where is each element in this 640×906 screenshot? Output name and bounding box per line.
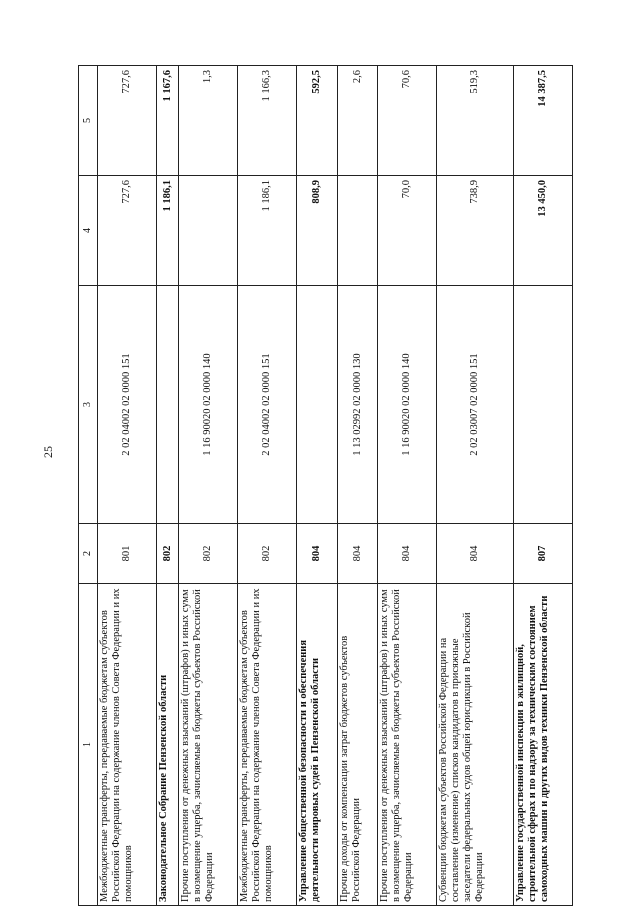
row-admin-code-cell: 804 <box>437 524 514 584</box>
table-row <box>238 66 297 906</box>
column-header: 2 <box>79 524 98 584</box>
row-plan-value-cell: 738,9 <box>437 176 514 286</box>
row-plan-value-cell: 1 186,1 <box>156 176 179 286</box>
row-name-cell: Управление общественной безопасности и обеспечения деятельности мировых судей в Пензенской области <box>297 584 338 906</box>
row-budget-code-cell: 2 02 04002 02 0000 151 <box>98 286 157 524</box>
row-plan-value-cell <box>179 176 238 286</box>
row-budget-code-cell: 1 16 90020 02 0000 140 <box>179 286 238 524</box>
row-actual-value-cell: 2,6 <box>337 66 378 176</box>
table-row <box>156 66 179 906</box>
table-row <box>437 66 514 906</box>
table-row <box>98 66 157 906</box>
row-actual-value-cell: 519,3 <box>437 66 514 176</box>
rotated-table-container <box>78 66 573 906</box>
row-actual-value-cell: 14 387,5 <box>514 66 573 176</box>
row-actual-value-cell: 70,6 <box>378 66 437 176</box>
row-name-cell: Субвенции бюджетам субъектов Российской Федерации на составление (изменение) списков кандидатов в присяжные заседатели федеральных судов общей юрисдикции в Российской Федерации <box>437 584 514 906</box>
row-plan-value-cell: 727,6 <box>98 176 157 286</box>
column-header: 3 <box>79 286 98 524</box>
row-budget-code-cell: 2 02 03007 02 0000 151 <box>437 286 514 524</box>
row-plan-value-cell: 1 186,1 <box>238 176 297 286</box>
page-number: 25 <box>41 446 55 458</box>
table-header-row <box>79 66 98 906</box>
row-name-cell: Законодательное Собрание Пензенской области <box>156 584 179 906</box>
row-admin-code-cell: 807 <box>514 524 573 584</box>
row-plan-value-cell: 13 450,0 <box>514 176 573 286</box>
table-row <box>337 66 378 906</box>
table-row <box>514 66 573 906</box>
row-name-cell: Межбюджетные трансферты, передаваемые бюджетам субъектов Российской Федерации на содержание членов Совета Федерации и их помощников <box>238 584 297 906</box>
row-actual-value-cell: 1,3 <box>179 66 238 176</box>
row-name-cell: Управление государственной инспекции в жилищной, строительной сферах и по надзору за техническим состоянием самоходных машин и других видов техники Пензенской области <box>514 584 573 906</box>
row-admin-code-cell: 802 <box>156 524 179 584</box>
row-actual-value-cell: 1 167,6 <box>156 66 179 176</box>
row-admin-code-cell: 802 <box>179 524 238 584</box>
column-header: 4 <box>79 176 98 286</box>
row-plan-value-cell: 808,9 <box>297 176 338 286</box>
table-row <box>297 66 338 906</box>
row-admin-code-cell: 802 <box>238 524 297 584</box>
column-header: 5 <box>79 66 98 176</box>
row-admin-code-cell: 804 <box>378 524 437 584</box>
row-admin-code-cell: 801 <box>98 524 157 584</box>
row-budget-code-cell: 2 02 04002 02 0000 151 <box>238 286 297 524</box>
row-admin-code-cell: 804 <box>337 524 378 584</box>
row-plan-value-cell: 70,0 <box>378 176 437 286</box>
row-plan-value-cell <box>337 176 378 286</box>
column-header: 1 <box>79 584 98 906</box>
row-name-cell: Прочие доходы от компенсации затрат бюджетов субъектов Российской Федерации <box>337 584 378 906</box>
row-actual-value-cell: 592,5 <box>297 66 338 176</box>
row-name-cell: Прочие поступления от денежных взысканий (штрафов) и иных сумм в возмещение ущерба, зачисляемые в бюджеты субъектов Российской Федерации <box>378 584 437 906</box>
row-budget-code-cell <box>156 286 179 524</box>
table-body <box>98 66 573 906</box>
table-row <box>179 66 238 906</box>
table-row <box>378 66 437 906</box>
row-actual-value-cell: 727,6 <box>98 66 157 176</box>
row-name-cell: Прочие поступления от денежных взысканий (штрафов) и иных сумм в возмещение ущерба, зачисляемые в бюджеты субъектов Российской Федерации <box>179 584 238 906</box>
row-budget-code-cell <box>514 286 573 524</box>
row-budget-code-cell <box>297 286 338 524</box>
row-budget-code-cell: 1 13 02992 02 0000 130 <box>337 286 378 524</box>
row-admin-code-cell: 804 <box>297 524 338 584</box>
row-name-cell: Межбюджетные трансферты, передаваемые бюджетам субъектов Российской Федерации на содержание членов Совета Федерации и их помощников <box>98 584 157 906</box>
revenue-table <box>78 65 573 906</box>
row-actual-value-cell: 1 166,3 <box>238 66 297 176</box>
row-budget-code-cell: 1 16 90020 02 0000 140 <box>378 286 437 524</box>
